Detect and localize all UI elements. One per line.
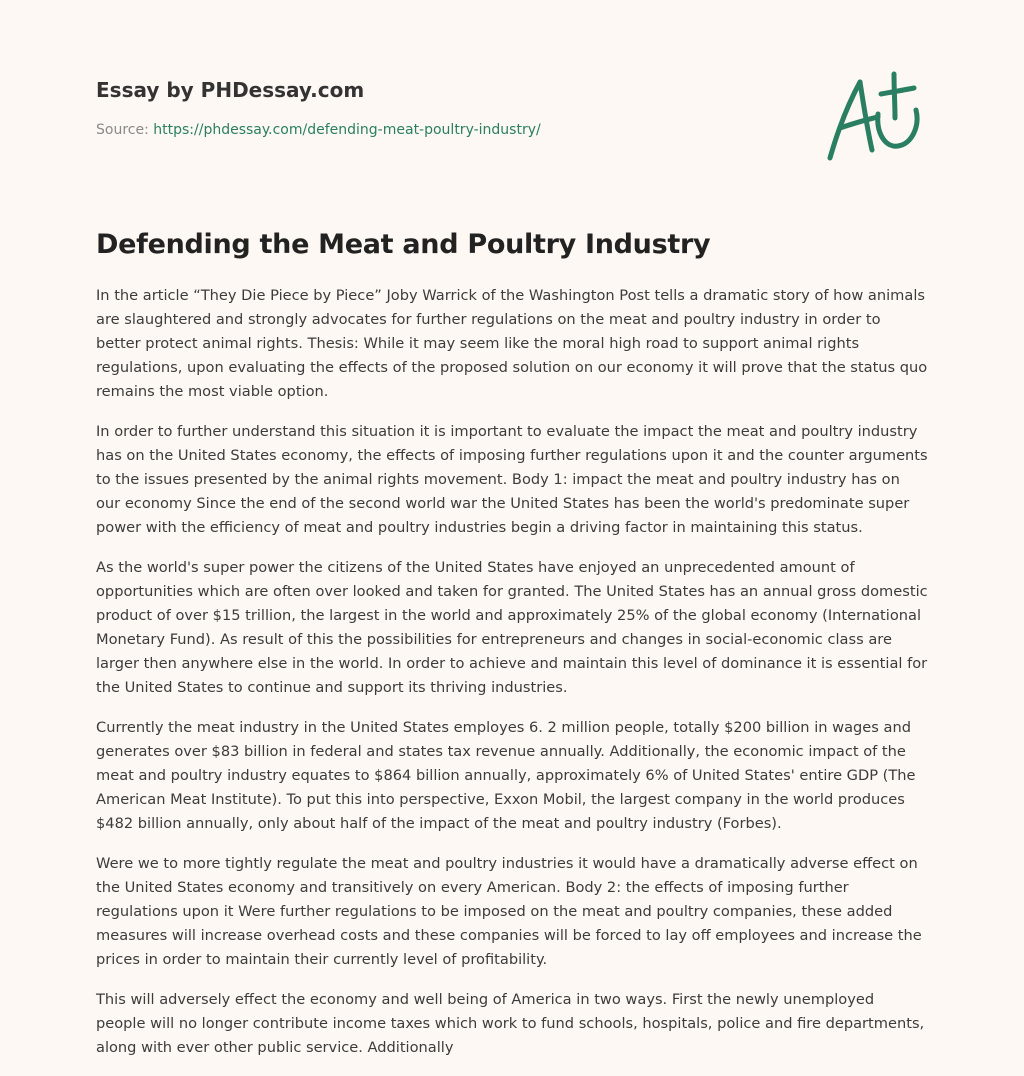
article-paragraph: Currently the meat industry in the United States employes 6. 2 million people, totally $200 billion in wages and generates over $83 billion in federal and states tax revenue annually. Additionally, the economic impact of the meat and poultry industry equates to $864 billion annually, approximately 6% of United States' entire GDP (The American Meat Institute). To put this into perspective, Exxon Mobil, the largest company in the world produces $482 billion annually, only about half of the impact of the meat and poultry industry (Forbes). <box>96 719 916 832</box>
article-paragraph: As the world's super power the citizens of the United States have enjoyed an unprecedented amount of opportunities which are often over looked and taken for granted. The United States has an annual gross domestic product of over $15 trillion, the largest in the world and approximately 25% of the global economy (International Monetary Fund). As result of this the possibilities for entrepreneurs and changes in social-economic class are larger then anywhere else in the world. In order to achieve and maintain this level of dominance it is essential for the United States to continue and support its thriving industries. <box>96 559 928 696</box>
article-paragraph: In order to further understand this situation it is important to evaluate the impact the meat and poultry industry has on the United States economy, the effects of imposing further regulations upon it and the counter arguments to the issues presented by the animal rights movement. Body 1: impact the meat and poultry industry has on our economy Since the end of the second world war the United States has been the world's predominate super power with the efficiency of meat and poultry industries begin a driving factor in maintaining this status. <box>96 423 928 536</box>
article-title: Defending the Meat and Poultry Industry <box>96 229 711 260</box>
article-body <box>96 284 928 1076</box>
source-line <box>96 120 796 140</box>
article-paragraph: Were we to more tightly regulate the meat and poultry industries it would have a dramatically adverse effect on the United States economy and transitively on every American. Body 2: the effects of imposing further regulations upon it Were further regulations to be imposed on the meat and poultry companies, these added measures will increase overhead costs and these companies will be forced to lay off employees and increase the prices in order to maintain their currently level of profitability. <box>96 855 922 968</box>
a-plus-icon <box>818 68 928 164</box>
site-brand: Essay by PHDessay.com <box>96 78 365 102</box>
source-label: Source: <box>96 122 154 138</box>
article-paragraph: This will adversely effect the economy and well being of America in two ways. First the newly unemployed people will no longer contribute income taxes which work to fund schools, hospitals, police and fire departments, along with ever other public service. Additionally <box>96 991 925 1056</box>
header <box>96 76 796 140</box>
source-link[interactable]: https://phdessay.com/defending-meat-poultry-industry/ <box>153 122 541 138</box>
article-paragraph: In the article “They Die Piece by Piece” Joby Warrick of the Washington Post tells a dramatic story of how animals are slaughtered and strongly advocates for further regulations on the meat and poultry industry in order to better protect animal rights. Thesis: While it may seem like the moral high road to support animal rights regulations, upon evaluating the effects of the proposed solution on our economy it will prove that the status quo remains the most viable option. <box>96 287 928 400</box>
